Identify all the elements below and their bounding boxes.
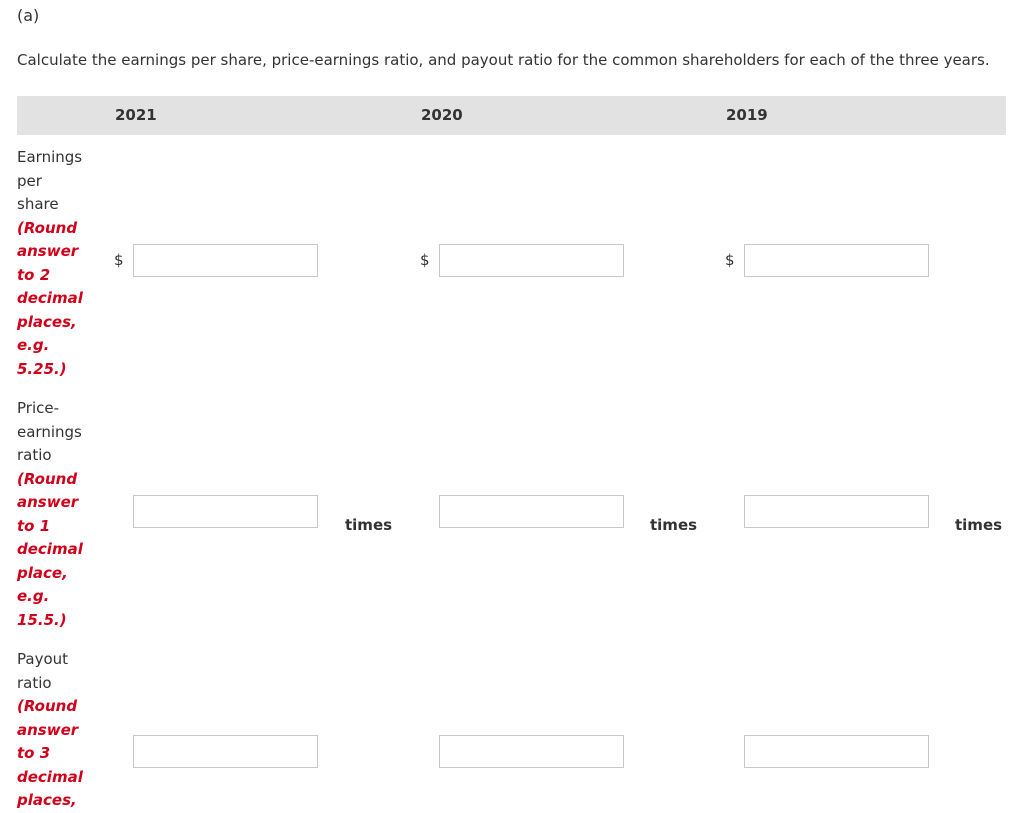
rounding-hint-line: place, — [17, 563, 68, 582]
rounding-hint-line: decimal — [17, 767, 83, 786]
pe-row-label — [17, 397, 89, 632]
label-line: ratio — [17, 446, 52, 464]
payout-row-label — [17, 648, 89, 813]
times-unit: times — [650, 516, 698, 534]
rounding-hint-line: e.g. — [17, 587, 50, 605]
rounding-hint-line: answer — [17, 242, 79, 260]
instruction-text: Calculate the earnings per share, price-earnings ratio, and payout ratio for the common shareholders for each of the three years. — [17, 51, 990, 69]
rounding-hint-line: places, — [17, 791, 77, 809]
rounding-hint-line: (Round — [17, 469, 78, 488]
rounding-hint-line: (Round — [17, 697, 78, 715]
year-header-2021: 2021 — [115, 106, 157, 124]
rounding-hint-line: answer — [17, 493, 79, 511]
rounding-hint-line: e.g. — [17, 336, 50, 354]
rounding-hint-line: decimal — [17, 289, 83, 307]
year-header-2019: 2019 — [726, 106, 768, 124]
payout-2021-input[interactable] — [133, 735, 318, 768]
rounding-hint-line: to 2 — [17, 265, 51, 284]
label-line: share — [17, 195, 59, 213]
rounding-hint-line: answer — [17, 720, 79, 739]
payout-2020-input[interactable] — [439, 735, 624, 768]
payout-2019-input[interactable] — [744, 735, 929, 768]
rounding-hint-line: places, — [17, 312, 77, 331]
times-unit: times — [955, 516, 1003, 534]
eps-row-label — [17, 146, 89, 381]
pe-2020-input[interactable] — [439, 495, 624, 528]
label-line: Payout — [17, 650, 69, 668]
dollar-sign: $ — [114, 251, 124, 269]
dollar-sign: $ — [725, 251, 735, 269]
year-header-bar — [17, 96, 1006, 135]
year-header-2020: 2020 — [421, 106, 463, 124]
rounding-hint-line: 5.25.) — [17, 359, 67, 378]
times-unit: times — [345, 516, 393, 534]
eps-2019-input[interactable] — [744, 244, 929, 277]
rounding-hint-line: decimal — [17, 540, 83, 558]
part-label: (a) — [17, 6, 40, 25]
label-line: per — [17, 171, 42, 190]
eps-2021-input[interactable] — [133, 244, 318, 277]
rounding-hint-line: to 1 — [17, 516, 51, 535]
label-line: ratio — [17, 673, 52, 692]
pe-2021-input[interactable] — [133, 495, 318, 528]
rounding-hint-line: (Round — [17, 218, 78, 237]
eps-2020-input[interactable] — [439, 244, 624, 277]
rounding-hint-line: 15.5.) — [17, 610, 67, 629]
label-line: Earnings — [17, 148, 83, 166]
label-line: Price- — [17, 399, 60, 417]
pe-2019-input[interactable] — [744, 495, 929, 528]
dollar-sign: $ — [420, 251, 430, 269]
label-line: earnings — [17, 422, 82, 441]
rounding-hint-line: to 3 — [17, 744, 51, 762]
